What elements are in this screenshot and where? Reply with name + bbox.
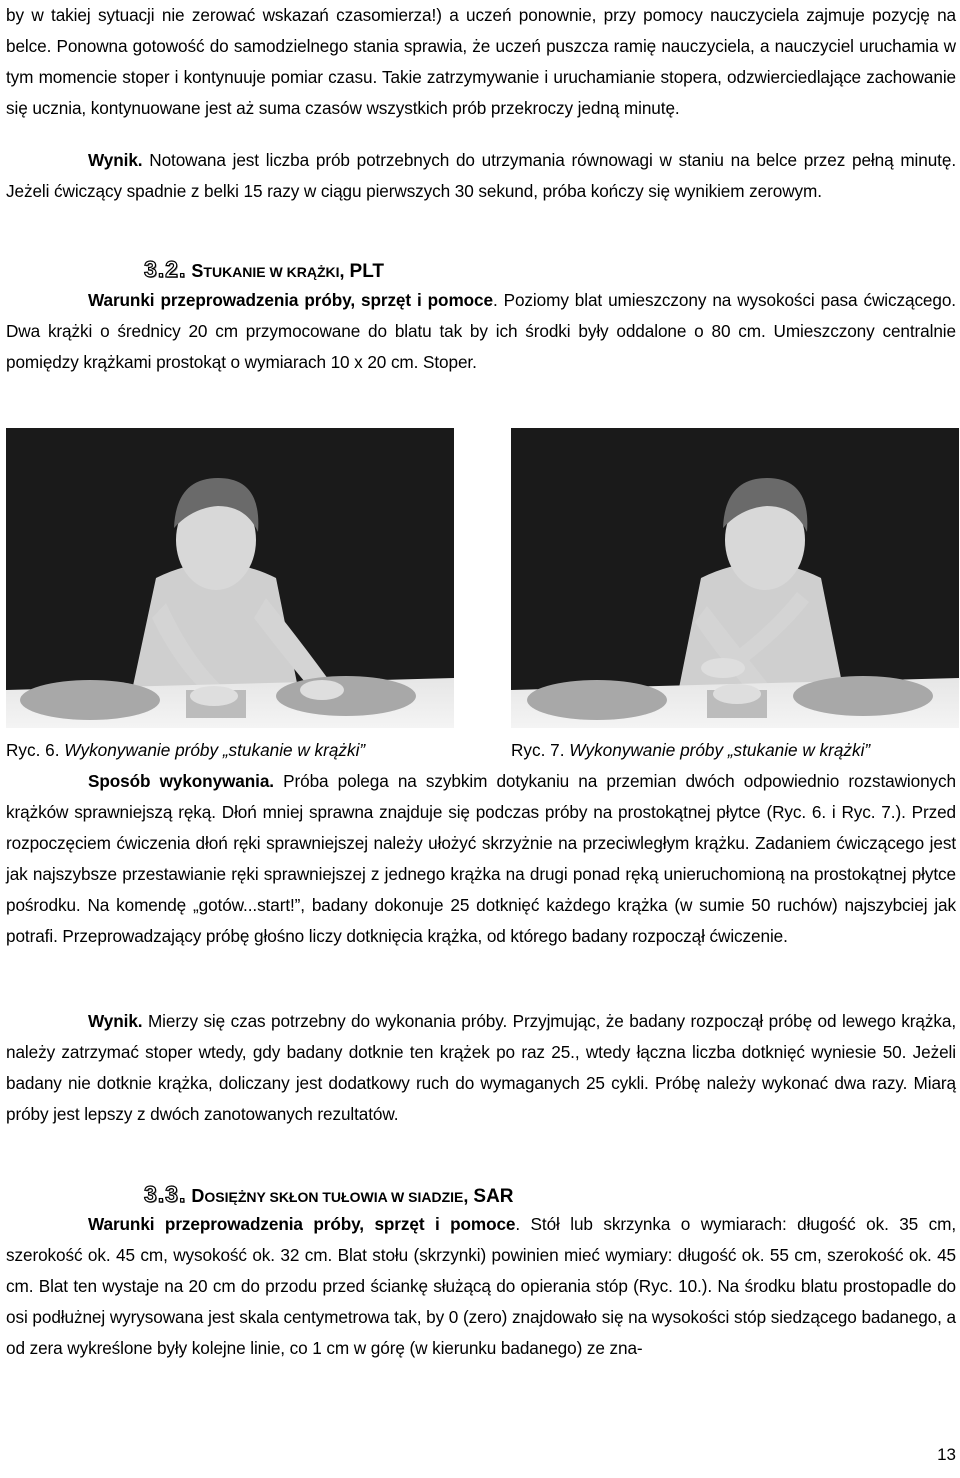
- figure-photo-2: [511, 428, 959, 728]
- section-number: 3.2.: [144, 256, 187, 282]
- section-abbr: SAR: [473, 1186, 514, 1207]
- figure-photo-1: [6, 428, 454, 728]
- section-title-initial: D: [191, 1186, 205, 1206]
- method-label: Sposób wykonywania.: [88, 771, 274, 791]
- conditions-2-text: . Stół lub skrzynka o wymiarach: długość ok. 35 cm, szerokość ok. 45 cm, wysokość ok. 32 cm. Blat stołu (skrzynki) powinien mieć wymiary: długość ok. 55 cm, szerokość ok. 45 cm. Blat ten wystaje na 20 cm do przodu przed ściankę służącą do opierania stóp (Ryc. 10.). Na środku blatu prostopadle do osi podłużnej wyrysowana jest skala centymetrowa tak, by 0 (zero) znajdowało się na wysokości stóp siedzącego badanego, a od zera wykreślone były kolejne linie, co 1 cm w górę (w kierunku badanego) ze zna-: [6, 1214, 956, 1359]
- paragraph-conditions-2: [6, 1209, 956, 1364]
- section-title-rest: OSIĘŻNY SKŁON TUŁOWIA W SIADZIE: [204, 1189, 464, 1205]
- section-title-sep: ,: [463, 1186, 474, 1206]
- section-title-initial: S: [191, 261, 204, 281]
- figure-1-label: Ryc. 6.: [6, 740, 60, 760]
- paragraph-result-2: [6, 1006, 956, 1130]
- child-tapping-photo: [511, 428, 959, 728]
- figure-caption-2: [511, 737, 870, 763]
- result-1-text: Notowana jest liczba prób potrzebnych do utrzymania równowagi w staniu na belce przez pełną minutę. Jeżeli ćwiczący spadnie z belki 15 razy w ciągu pierwszych 30 sekund, próba kończy się wynikiem zerowym.: [6, 150, 956, 202]
- child-tapping-photo: [6, 428, 454, 728]
- figure-1-caption: Wykonywanie próby „stukanie w krążki”: [59, 740, 366, 760]
- figure-2-label: Ryc. 7.: [511, 740, 565, 760]
- section-heading-3-3: [144, 1179, 514, 1212]
- conditions-1-text: . Poziomy blat umieszczony na wysokości pasa ćwiczącego. Dwa krążki o średnicy 20 cm przymocowane do blatu tak by ich środki były oddalone o 80 cm. Umieszczony centralnie pomiędzy krążkami prostokąt o wymiarach 10 x 20 cm. Stoper.: [6, 290, 956, 373]
- section-title-sep: ,: [339, 261, 350, 281]
- paragraph-conditions-1: [6, 285, 956, 378]
- conditions-1-label: Warunki przeprowadzenia próby, sprzęt i pomoce: [88, 290, 493, 310]
- result-2-label: Wynik.: [88, 1011, 143, 1031]
- result-1-label: Wynik.: [88, 150, 143, 170]
- paragraph-intro: by w takiej sytuacji nie zerować wskazań czasomierza!) a uczeń ponownie, przy pomocy nauczyciela zajmuje pozycję na belce. Ponowna gotowość do samodzielnego stania sprawia, że uczeń puszcza ramię nauczyciela, a nauczyciel uruchamia w tym momencie stoper i kontynuuje pomiar czasu. Takie zatrzymywanie i uruchamianie stopera, odzwierciedlające zachowanie się ucznia, kontynuowane jest aż suma czasów wszystkich prób przekroczy jedną minutę.: [6, 5, 956, 119]
- figure-caption-1: [6, 737, 365, 763]
- section-heading-3-2: [144, 254, 384, 287]
- page-number: 13: [937, 1445, 956, 1464]
- figure-2-caption: Wykonywanie próby „stukanie w krążki”: [564, 740, 871, 760]
- paragraph-result-1: [6, 145, 956, 207]
- conditions-2-label: Warunki przeprowadzenia próby, sprzęt i pomoce: [88, 1214, 516, 1234]
- result-2-text: Mierzy się czas potrzebny do wykonania próby. Przyjmując, że badany rozpoczął próbę od lewego krążka, należy zatrzymać stoper wtedy, gdy badany dotknie ten krążek po raz 25., wtedy łączna liczba dotknięć wyniesie 50. Jeżeli badany nie dotknie krążka, doliczany jest dodatkowy ruch do wymaganych 25 cykli. Próbę należy wykonać dwa razy. Miarą próby jest lepszy z dwóch zanotowanych rezultatów.: [6, 1011, 956, 1125]
- paragraph-method: [6, 766, 956, 953]
- section-title-rest: TUKANIE W KRĄŻKI: [203, 264, 340, 280]
- method-text: Próba polega na szybkim dotykaniu na przemian dwóch odpowiednio rozstawionych krążków sprawniejszą ręką. Dłoń mniej sprawna znajduje się podczas próby na prostokątnej płytce (Ryc. 6. i Ryc. 7.). Przed rozpoczęciem ćwiczenia dłoń ręki sprawniejszej należy ułożyć skrzyżnie na przeciwległym krążku. Zadaniem ćwiczącego jest jak najszybsze przestawianie ręki sprawniejszej z jednego krążka na drugi ponad ręką unieruchomioną na prostokątnej płytce pośrodku. Na komendę „gotów...start!”, badany dokonuje 25 dotknięć każdego krążka (w sumie 50 ruchów) najszybciej jak potrafi. Przeprowadzający próbę głośno liczy dotknięcia krążka, od którego badany rozpoczął ćwiczenie.: [6, 771, 956, 947]
- section-abbr: PLT: [349, 261, 385, 282]
- section-number: 3.3.: [144, 1181, 187, 1207]
